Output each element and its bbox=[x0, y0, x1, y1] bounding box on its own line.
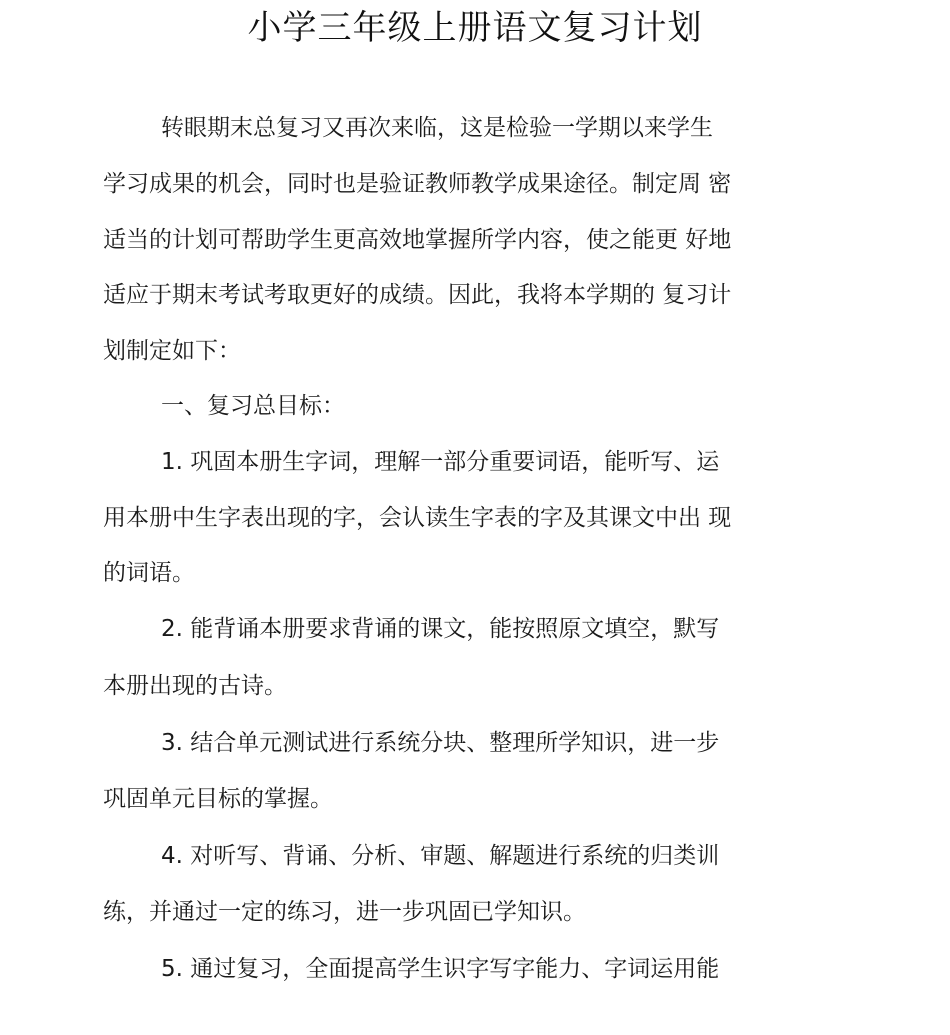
goal-item-4-line: 4. 对听写、背诵、分析、审题、解题进行系统的归类训 bbox=[161, 843, 720, 869]
goal-item-3-line: 3. 结合单元测试进行系统分块、整理所学知识，进一步 bbox=[161, 730, 720, 756]
section-heading: 一、复习总目标： bbox=[161, 393, 345, 419]
paragraph-line: 划制定如下： bbox=[103, 338, 241, 364]
goal-item-3-line: 巩固单元目标的掌握。 bbox=[103, 786, 333, 812]
goal-item-5-line: 5. 通过复习，全面提高学生识字写字能力、字词运用能 bbox=[161, 956, 720, 982]
document-title: 小学三年级上册语文复习计划 bbox=[247, 8, 703, 48]
goal-item-1-line: 的词语。 bbox=[103, 560, 195, 586]
paragraph-line: 转眼期末总复习又再次来临，这是检验一学期以来学生 bbox=[161, 115, 713, 141]
goal-item-2-line: 2. 能背诵本册要求背诵的课文，能按照原文填空，默写 bbox=[161, 616, 720, 642]
goal-item-2-line: 本册出现的古诗。 bbox=[103, 673, 287, 699]
goal-item-1-line: 1. 巩固本册生字词，理解一部分重要词语，能听写、运 bbox=[161, 449, 720, 475]
paragraph-line: 适应于期末考试考取更好的成绩。因此，我将本学期的 复习计 bbox=[103, 282, 732, 308]
goal-item-1-line: 用本册中生字表出现的字，会认读生字表的字及其课文中出 现 bbox=[103, 505, 732, 531]
paragraph-line: 适当的计划可帮助学生更高效地掌握所学内容，使之能更 好地 bbox=[103, 227, 732, 253]
paragraph-line: 学习成果的机会，同时也是验证教师教学成果途径。制定周 密 bbox=[103, 171, 732, 197]
goal-item-4-line: 练，并通过一定的练习，进一步巩固已学知识。 bbox=[103, 899, 586, 925]
